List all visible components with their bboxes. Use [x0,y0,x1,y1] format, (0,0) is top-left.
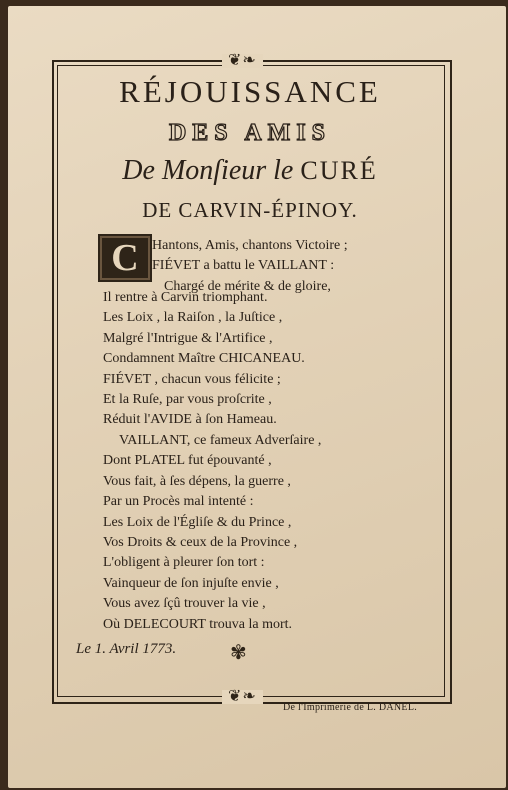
verse-line: Vainqueur de ſon injuſte envie , [103,575,279,591]
document-subtitle: DES AMIS [168,120,332,146]
verse-line: Dont PLATEL fut épouvanté , [103,453,272,469]
verse-line: Les Loix de l'Égliſe & du Prince , [103,514,292,530]
verse-line: Condamnent Maître CHICANEAU. [103,351,305,367]
date-line: Le 1. Avril 1773. [76,641,177,657]
printer-imprint: De l'Imprimerie de L. DANEL. [283,702,418,713]
drop-cap: C [98,234,152,282]
verse-line: Chargé de mérite & de gloire, [164,278,331,294]
verse-line: Réduit l'AVIDE à ſon Hameau. [103,412,277,428]
verse-line: Vos Droits & ceux de la Province , [103,535,298,551]
subtitle-2-prefix: De Monſieur le [122,155,294,186]
verse-line: Vous fait, à ſes dépens, la guerre , [103,473,291,489]
subtitle-2-cure: CURÉ [300,156,378,185]
verse-line: FIÉVET , chacun vous félicite ; [103,371,281,387]
document-title: RÉJOUISSANCE [119,74,381,109]
verse-line: Il rentre à Carvin triomphant. [103,290,268,305]
bottom-ornament: ❦❧ [222,690,263,704]
verse-line: Et la Ruſe, par vous proſcrite , [103,392,272,408]
verse-line: VAILLANT, ce fameux Adverſaire , [119,433,322,448]
verse-line: Par un Procès mal intenté : [103,494,254,510]
fleuron-ornament: ✾ [230,642,247,664]
stanza-2 [103,431,321,635]
verse-line: Malgré l'Intrigue & l'Artifice , [103,330,273,346]
document-subtitle-2 [60,156,440,186]
verse-line: Où DELECOURT trouva la mort. [103,616,293,632]
verse-line: Vous avez ſçû trouver la vie , [103,596,266,612]
verse-line: Hantons, Amis, chantons Victoire ; [152,238,348,253]
verse-line: L'obligent à pleurer ſon tort : [103,555,265,571]
stanza-1 [103,288,305,431]
top-ornament: ❦❧ [222,54,263,68]
document-subtitle-3: DE CARVIN-ÉPINOY. [142,198,358,222]
verse-line: Les Loix , la Raiſon , la Juſtice , [103,310,283,326]
verse-line: FIÉVET a battu le VAILLANT : [152,258,335,274]
